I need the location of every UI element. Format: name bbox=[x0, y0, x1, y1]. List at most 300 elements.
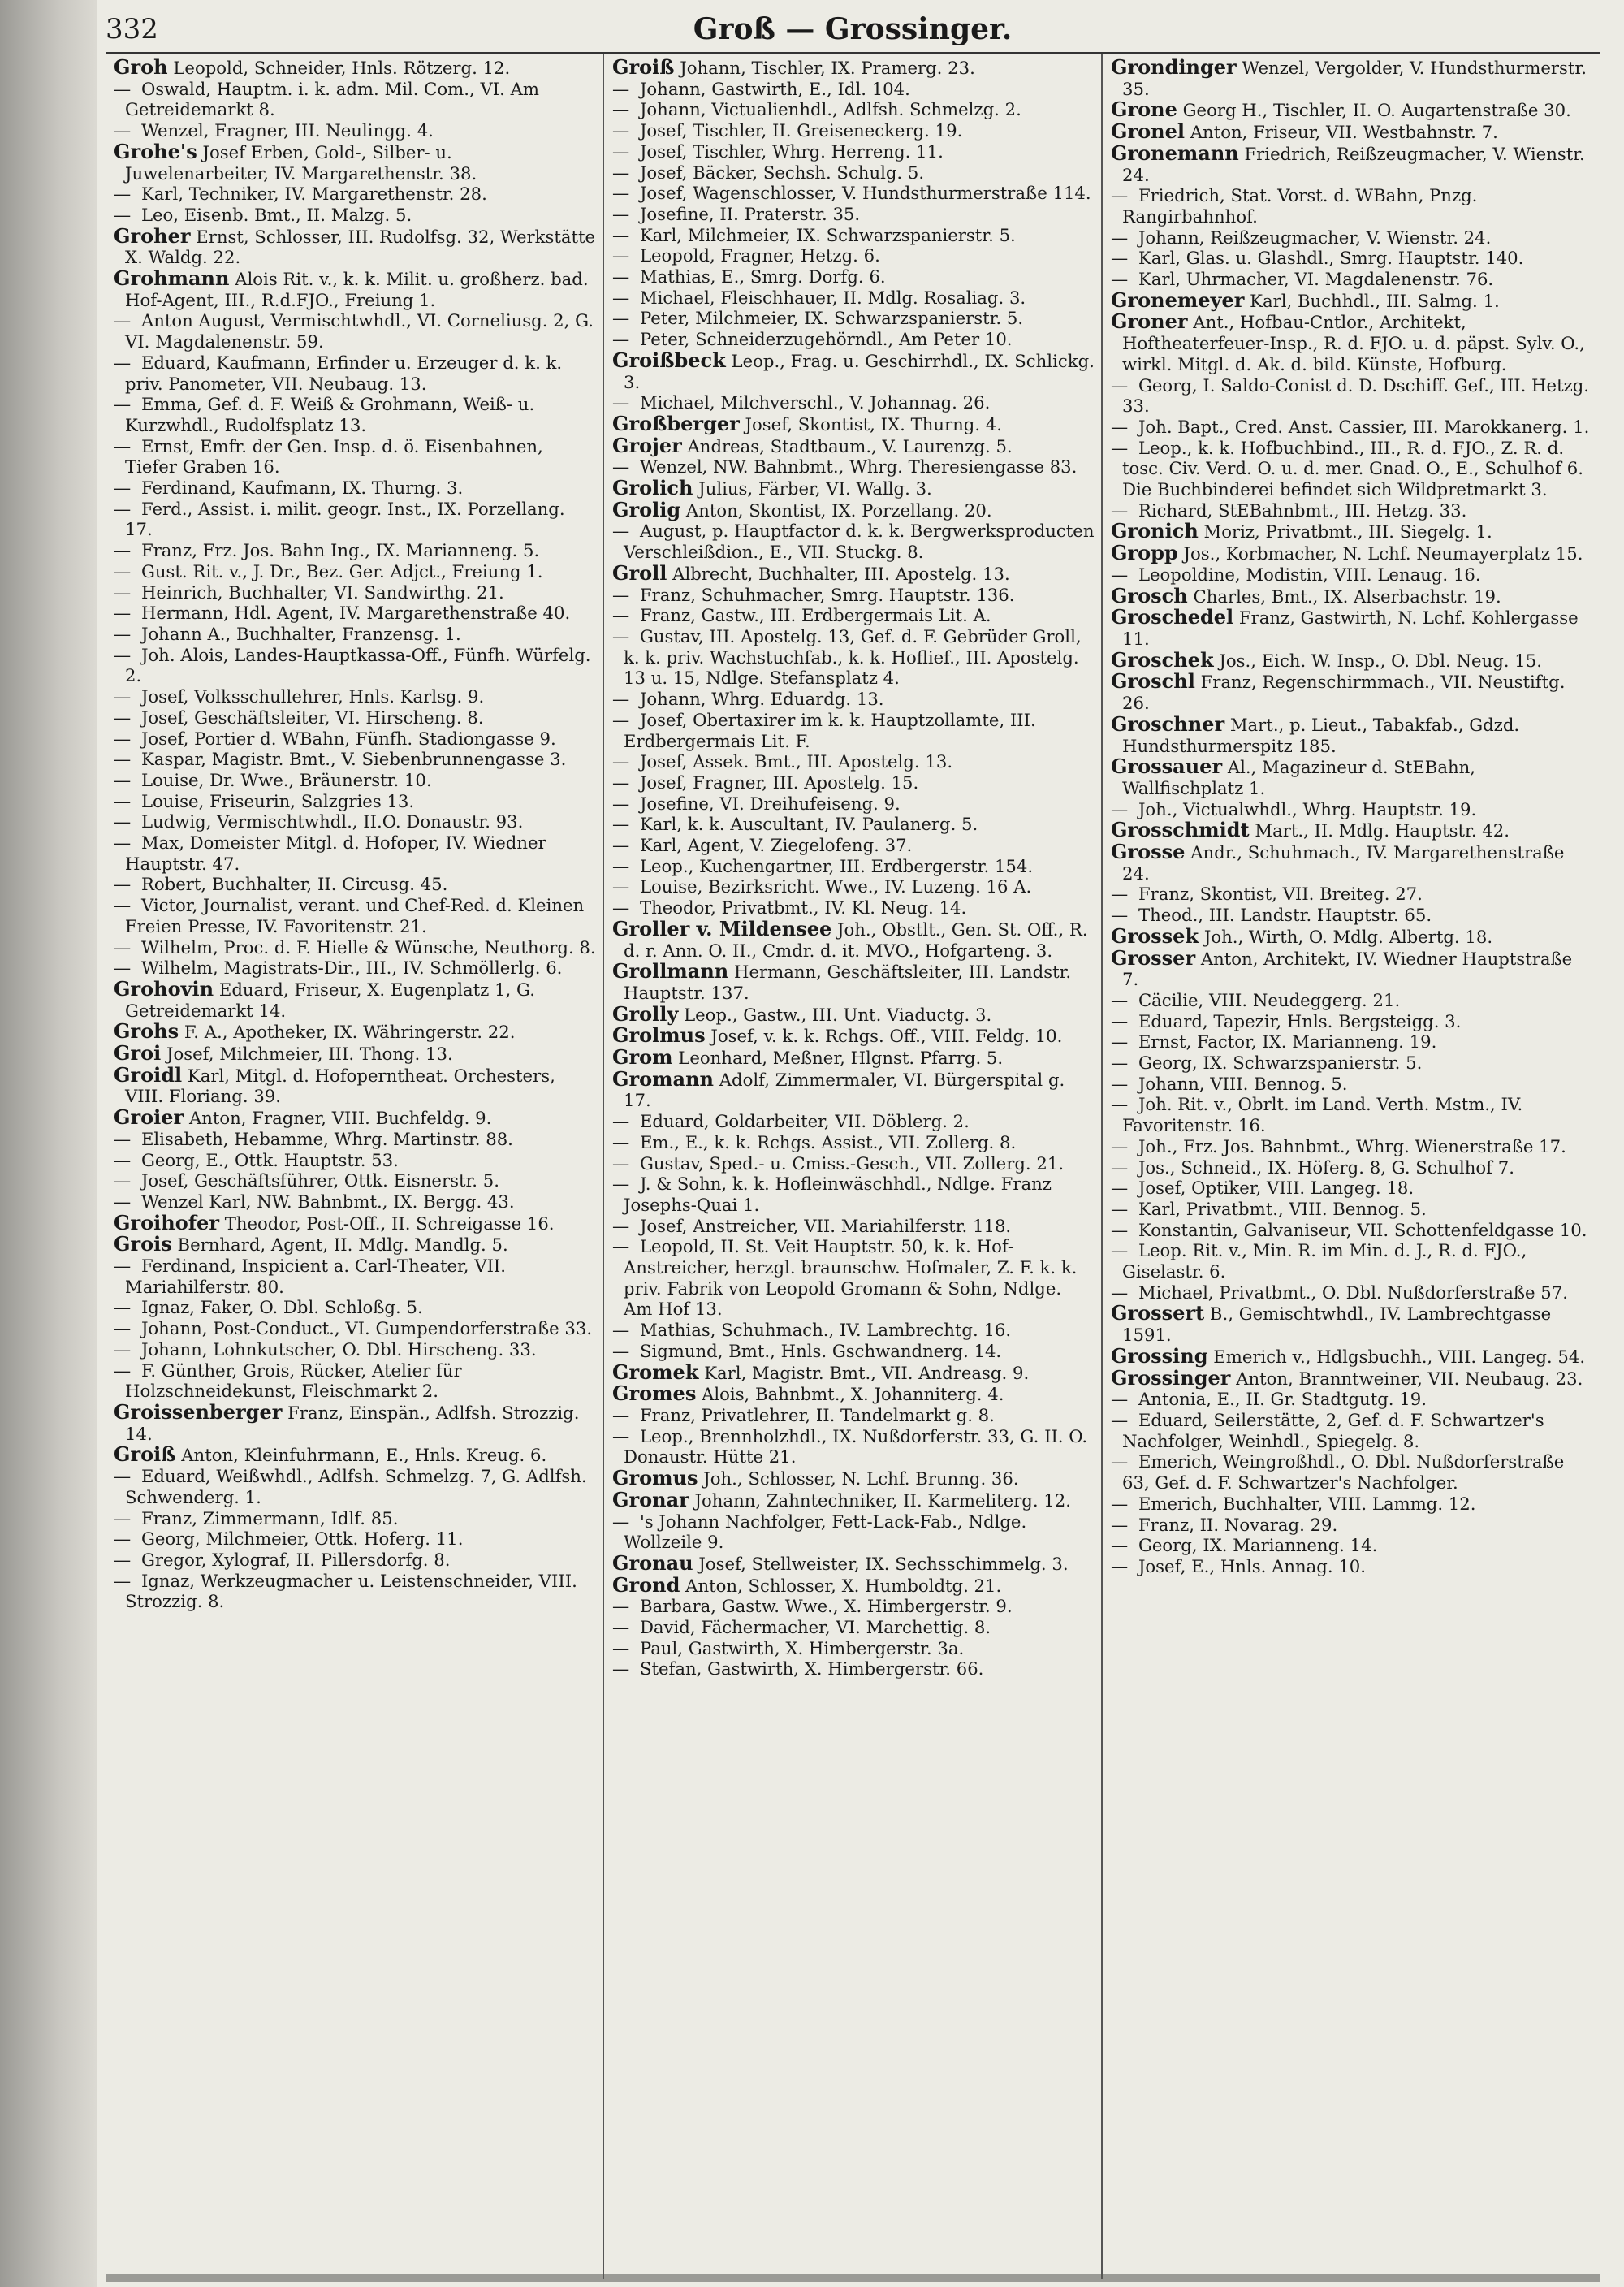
entry-surname: — bbox=[612, 120, 630, 141]
entry-surname: — bbox=[114, 581, 132, 603]
entry-details: Eduard, Seilerstätte, 2, Gef. d. F. Schwartzer's Nachfolger, Weinhdl., Spiegelg. 8. bbox=[1122, 1410, 1544, 1451]
running-head: Groß — Grossinger. bbox=[693, 12, 1013, 46]
entry-surname: — bbox=[1111, 905, 1129, 926]
entry-surname: Grossauer bbox=[1111, 754, 1223, 779]
directory-entry bbox=[112, 268, 596, 310]
entry-details: Emerich v., Hdlgsbuchh., VIII. Langeg. 54. bbox=[1213, 1346, 1586, 1367]
entry-details: Karl, k. k. Auscultant, IV. Paulanerg. 5. bbox=[639, 814, 978, 835]
entry-details: Josef, Portier d. WBahn, Fünfh. Stadiongasse 9. bbox=[140, 728, 556, 749]
entry-surname: — bbox=[612, 1320, 630, 1341]
entry-surname: — bbox=[1111, 1410, 1129, 1430]
entry-surname: — bbox=[114, 623, 132, 644]
entry-details: Eduard, Friseur, X. Eugenplatz 1, G. Getreidemarkt 14. bbox=[125, 979, 535, 1021]
directory-entry bbox=[611, 435, 1095, 457]
entry-surname: Groiß bbox=[114, 1442, 176, 1467]
entry-surname: Groissenberger bbox=[114, 1400, 283, 1424]
entry-details: Alois, Bahnbmt., X. Johanniterg. 4. bbox=[702, 1384, 1004, 1405]
entry-details: Emerich, Weingroßhdl., O. Dbl. Nußdorferstraße 63, Gef. d. F. Schwartzer's Nachfolger. bbox=[1122, 1451, 1565, 1494]
entry-surname: — bbox=[612, 392, 630, 413]
entry-surname: — bbox=[1111, 989, 1129, 1010]
entry-surname: — bbox=[114, 874, 132, 895]
directory-entry bbox=[1109, 1199, 1593, 1220]
entry-surname: — bbox=[612, 897, 630, 919]
entry-surname: — bbox=[1111, 1094, 1129, 1115]
entry-surname: — bbox=[612, 78, 630, 99]
entry-surname: — bbox=[1111, 1010, 1129, 1031]
entry-surname: — bbox=[1111, 564, 1129, 585]
entry-details: Eduard, Kaufmann, Erfinder u. Erzeuger d. k. k. priv. Panometer, VII. Neubaug. 13. bbox=[125, 352, 563, 394]
entry-surname: Groll bbox=[612, 560, 667, 585]
entry-surname: — bbox=[612, 689, 630, 710]
entry-details: Anton, Friseur, VII. Westbahnstr. 7. bbox=[1190, 122, 1498, 143]
entry-surname: Grossek bbox=[1111, 923, 1199, 948]
entry-details: Franz, Schuhmacher, Smrg. Hauptstr. 136. bbox=[639, 584, 1015, 605]
entry-surname: — bbox=[612, 1236, 630, 1257]
directory-entry bbox=[611, 814, 1095, 835]
directory-entry bbox=[611, 560, 1095, 585]
entry-surname: Grone bbox=[1111, 97, 1177, 122]
entry-surname: — bbox=[114, 1528, 132, 1550]
entry-details: Hermann, Geschäftsleiter, III. Landstr. Hauptstr. 137. bbox=[624, 962, 1072, 1003]
entry-surname: Grohe's bbox=[114, 139, 197, 163]
directory-entry bbox=[611, 1111, 1095, 1132]
entry-surname: — bbox=[612, 1174, 630, 1195]
entry-details: Franz, Skontist, VII. Breiteg. 27. bbox=[1138, 884, 1423, 905]
directory-entry bbox=[1109, 248, 1593, 269]
entry-details: Antonia, E., II. Gr. Stadtgutg. 19. bbox=[1138, 1389, 1427, 1410]
entry-surname: — bbox=[1111, 1451, 1129, 1472]
entry-details: Leo, Eisenb. Bmt., II. Malzg. 5. bbox=[140, 204, 412, 225]
column-1 bbox=[106, 54, 603, 2279]
directory-entry bbox=[112, 1210, 596, 1234]
entry-surname: — bbox=[612, 266, 630, 287]
entry-details: Karl, Agent, V. Ziegelofeng. 37. bbox=[639, 835, 913, 856]
directory-entry bbox=[112, 874, 596, 895]
entry-surname: — bbox=[612, 772, 630, 793]
entry-surname: — bbox=[114, 478, 132, 499]
entry-details: Johann, Zahntechniker, II. Karmeliterg. 12. bbox=[694, 1489, 1072, 1511]
directory-entry bbox=[112, 770, 596, 791]
entry-surname: Gronar bbox=[612, 1487, 689, 1511]
entry-surname: — bbox=[114, 184, 132, 205]
entry-details: Mart., II. Mdlg. Hauptstr. 42. bbox=[1255, 820, 1510, 841]
entry-details: Franz, Frz. Jos. Bahn Ing., IX. Marianneng. 5. bbox=[140, 540, 540, 561]
entry-details: Josef, Geschäftsführer, Ottk. Eisnerstr. 5. bbox=[140, 1170, 499, 1191]
directory-entry bbox=[1109, 269, 1593, 290]
entry-surname: — bbox=[114, 790, 132, 811]
directory-entry bbox=[112, 1318, 596, 1339]
entry-details: Michael, Privatbmt., O. Dbl. Nußdorferstraße 57. bbox=[1138, 1282, 1568, 1303]
entry-details: Josef, v. k. k. Rchgs. Off., VIII. Feldg. 10. bbox=[710, 1026, 1063, 1047]
entry-surname: — bbox=[612, 1637, 630, 1658]
entry-details: Peter, Schneiderzugehörndl., Am Peter 10. bbox=[639, 329, 1013, 350]
entry-surname: Groiß bbox=[612, 55, 675, 79]
entry-details: Franz, Privatlehrer, II. Tandelmarkt g. 8. bbox=[639, 1405, 995, 1425]
directory-entry bbox=[112, 1339, 596, 1360]
entry-details: Franz, Gastwirth, N. Lchf. Kohlergasse 11. bbox=[1122, 607, 1579, 649]
entry-surname: Groier bbox=[114, 1105, 184, 1130]
directory-entry bbox=[1109, 1282, 1593, 1303]
directory-entry bbox=[112, 352, 596, 394]
entry-surname: — bbox=[612, 751, 630, 772]
directory-entry bbox=[1109, 543, 1593, 564]
entry-details: Johann, Post-Conduct., VI. Gumpendorferstraße 33. bbox=[140, 1318, 593, 1339]
entry-details: Michael, Milchverschl., V. Johannag. 26. bbox=[639, 392, 991, 413]
entry-details: Georg, IX. Schwarzspanierstr. 5. bbox=[1138, 1053, 1423, 1074]
directory-entry bbox=[1109, 1410, 1593, 1451]
entry-surname: — bbox=[1111, 1389, 1129, 1410]
entry-details: Victor, Journalist, verant. und Chef-Red. d. Kleinen Freien Presse, IV. Favoritenstr. 21. bbox=[125, 895, 585, 936]
directory-entry bbox=[1109, 756, 1593, 798]
entry-surname: — bbox=[612, 814, 630, 835]
directory-entry bbox=[112, 1444, 596, 1466]
directory-entry bbox=[112, 1402, 596, 1444]
entry-details: Joh., Frz. Jos. Bahnbmt., Whrg. Wienerstraße 17. bbox=[1138, 1135, 1566, 1156]
entry-surname: Grosse bbox=[1111, 840, 1186, 864]
directory-entry bbox=[112, 141, 596, 184]
entry-details: Emma, Gef. d. F. Weiß & Grohmann, Weiß- u. Kurzwhdl., Rudolfsplatz 13. bbox=[125, 394, 535, 435]
entry-details: Oswald, Hauptm. i. k. adm. Mil. Com., VI. Am Getreidemarkt 8. bbox=[125, 78, 539, 120]
directory-entry bbox=[112, 1107, 596, 1129]
entry-details: Kaspar, Magistr. Bmt., V. Siebenbrunnengasse 3. bbox=[140, 749, 567, 770]
entry-surname: — bbox=[612, 1511, 630, 1532]
entry-surname: Grossert bbox=[1111, 1301, 1205, 1325]
entry-details: Josef, Geschäftsleiter, VI. Hirscheng. 8. bbox=[140, 707, 484, 728]
entry-surname: Grolmus bbox=[612, 1023, 706, 1048]
entry-details: Johann, Whrg. Eduardg. 13. bbox=[639, 689, 884, 710]
entry-surname: — bbox=[1111, 1555, 1129, 1576]
entry-surname: — bbox=[612, 287, 630, 308]
directory-entry bbox=[1109, 521, 1593, 543]
entry-details: Alois Rit. v., k. k. Milit. u. großherz. bad. Hof-Agent, III., R.d.FJO., Freiung 1. bbox=[125, 269, 589, 310]
entry-surname: Grohovin bbox=[114, 976, 214, 1001]
directory-entry bbox=[1109, 1535, 1593, 1556]
entry-surname: — bbox=[1111, 227, 1129, 248]
directory-entry bbox=[1109, 185, 1593, 227]
directory-entry bbox=[1109, 57, 1593, 99]
entry-details: Josef, Anstreicher, VII. Mariahilferstr. 118. bbox=[639, 1215, 1012, 1236]
entry-surname: Groschedel bbox=[1111, 605, 1234, 629]
entry-details: Mathias, E., Smrg. Dorfg. 6. bbox=[639, 266, 886, 287]
entry-surname: — bbox=[114, 560, 132, 581]
directory-entry bbox=[1109, 923, 1593, 948]
entry-details: Joh., Wirth, O. Mdlg. Albertg. 18. bbox=[1203, 926, 1493, 947]
entry-surname: — bbox=[114, 811, 132, 832]
directory-entry bbox=[611, 876, 1095, 897]
directory-entry bbox=[1109, 1053, 1593, 1074]
directory-entry bbox=[112, 749, 596, 770]
entry-surname: Groller v. Mildensee bbox=[612, 916, 832, 940]
directory-entry bbox=[112, 57, 596, 79]
directory-entry bbox=[611, 1489, 1095, 1511]
directory-entry bbox=[112, 1021, 596, 1043]
entry-details: Theodor, Post-Off., II. Schreigasse 16. bbox=[224, 1213, 555, 1234]
directory-entry bbox=[1109, 1389, 1593, 1410]
directory-entry bbox=[1109, 438, 1593, 500]
entry-details: Georg, IX. Marianneng. 14. bbox=[1138, 1535, 1378, 1556]
entry-surname: Grollmann bbox=[612, 959, 729, 984]
directory-entry bbox=[1109, 711, 1593, 756]
directory-entry bbox=[611, 1362, 1095, 1384]
entry-details: Johann, VIII. Bennog. 5. bbox=[1138, 1073, 1348, 1094]
entry-details: Moriz, Privatbmt., III. Siegelg. 1. bbox=[1203, 521, 1492, 543]
entry-details: Josef, E., Hnls. Annag. 10. bbox=[1138, 1555, 1367, 1576]
entry-details: Karl, Uhrmacher, VI. Magdalenenstr. 76. bbox=[1138, 269, 1494, 290]
entry-surname: — bbox=[612, 1405, 630, 1425]
entry-details: Max, Domeister Mitgl. d. Hofoper, IV. Wiedner Hauptstr. 47. bbox=[125, 832, 546, 874]
entry-surname: — bbox=[612, 183, 630, 204]
entry-surname: Grossing bbox=[1111, 1343, 1208, 1368]
directory-entry bbox=[112, 1150, 596, 1171]
entry-details: Paul, Gastwirth, X. Himbergerstr. 3a. bbox=[639, 1637, 965, 1658]
directory-entry bbox=[611, 204, 1095, 225]
directory-entry bbox=[611, 1341, 1095, 1362]
entry-surname: — bbox=[612, 1596, 630, 1617]
entry-details: Anton, Architekt, IV. Wiedner Hauptstraße 7. bbox=[1122, 948, 1573, 990]
entry-details: Ignaz, Werkzeugmacher u. Leistenschneider, VIII. Strozzig. 8. bbox=[125, 1570, 577, 1612]
entry-surname: — bbox=[612, 162, 630, 183]
entry-surname: — bbox=[114, 435, 132, 456]
entry-surname: — bbox=[1111, 437, 1129, 458]
entry-details: Josef, Fragner, III. Apostelg. 15. bbox=[639, 772, 919, 793]
entry-surname: — bbox=[612, 855, 630, 876]
entry-surname: — bbox=[1111, 1493, 1129, 1514]
directory-entry bbox=[1109, 1365, 1593, 1390]
directory-entry bbox=[1109, 945, 1593, 990]
entry-surname: Grohmann bbox=[114, 266, 230, 291]
entry-surname: Groh bbox=[114, 55, 168, 79]
entry-surname: — bbox=[114, 78, 132, 99]
entry-details: F. Günther, Grois, Rücker, Atelier für Holzschneidekunst, Fleischmarkt 2. bbox=[125, 1360, 462, 1402]
entry-surname: Groi bbox=[114, 1041, 162, 1066]
entry-details: Ludwig, Vermischtwhdl., II.O. Donaustr. 93. bbox=[140, 811, 524, 832]
entry-surname: — bbox=[114, 832, 132, 854]
entry-surname: Grossinger bbox=[1111, 1365, 1231, 1390]
directory-entry bbox=[611, 478, 1095, 499]
entry-details: Josef, Optiker, VIII. Langeg. 18. bbox=[1138, 1178, 1415, 1199]
entry-details: Peter, Milchmeier, IX. Schwarzspanierstr. 5. bbox=[639, 308, 1024, 329]
entry-details: Joh., Victualwhdl., Whrg. Hauptstr. 19. bbox=[1138, 798, 1477, 819]
directory-entry bbox=[1109, 1074, 1593, 1095]
entry-details: Wenzel, NW. Bahnbmt., Whrg. Theresiengasse 83. bbox=[639, 456, 1078, 478]
column-3 bbox=[1101, 54, 1600, 2279]
entry-surname: Grohs bbox=[114, 1019, 179, 1044]
directory-entry bbox=[1109, 121, 1593, 143]
directory-entry bbox=[611, 350, 1095, 392]
directory-entry bbox=[611, 1658, 1095, 1680]
entry-details: Leop., Frag. u. Geschirrhdl., IX. Schlickg. 3. bbox=[624, 350, 1095, 392]
entry-details: David, Fächermacher, VI. Marchettig. 8. bbox=[639, 1617, 991, 1638]
directory-entry bbox=[112, 1256, 596, 1297]
directory-entry bbox=[611, 1236, 1095, 1320]
directory-entry bbox=[1109, 819, 1593, 841]
directory-entry bbox=[112, 728, 596, 750]
entry-details: Franz, Gastw., III. Erdbergermais Lit. A. bbox=[639, 605, 991, 626]
entry-surname: — bbox=[612, 521, 630, 542]
entry-surname: — bbox=[114, 1466, 132, 1487]
entry-surname: — bbox=[1111, 416, 1129, 437]
entry-details: 's Johann Nachfolger, Fett-Lack-Fab., Ndlge. Wollzeile 9. bbox=[624, 1511, 1027, 1553]
entry-details: Konstantin, Galvaniseur, VII. Schottenfeldgasse 10. bbox=[1138, 1219, 1587, 1240]
entry-surname: — bbox=[612, 203, 630, 224]
directory-entry bbox=[611, 392, 1095, 413]
page-number: 332 bbox=[106, 13, 158, 45]
entry-surname: — bbox=[1111, 1073, 1129, 1094]
entry-details: Wenzel Karl, NW. Bahnbmt., IX. Bergg. 43. bbox=[140, 1191, 515, 1212]
entry-surname: — bbox=[114, 352, 132, 373]
directory-entry bbox=[611, 835, 1095, 856]
entry-details: Leopold, II. St. Veit Hauptstr. 50, k. k. Hof-Anstreicher, herzgl. braunschw. Hofmaler, Z. F. k. k. priv. Fabrik von Leopold Gromann & Sohn, Ndlge. Am Hof 13. bbox=[624, 1236, 1078, 1320]
directory-entry bbox=[112, 686, 596, 707]
entry-surname: Grois bbox=[114, 1232, 172, 1256]
directory-entry bbox=[611, 1132, 1095, 1153]
entry-details: Anton, Schlosser, X. Humboldtg. 21. bbox=[685, 1575, 1002, 1596]
entry-surname: — bbox=[114, 1318, 132, 1339]
directory-entry bbox=[112, 624, 596, 645]
entry-surname: Grosser bbox=[1111, 945, 1196, 970]
entry-surname: — bbox=[612, 1425, 630, 1446]
entry-surname: — bbox=[1111, 1031, 1129, 1053]
entry-details: Leop., Brennholzhdl., IX. Nußdorferstr. 33, G. II. O. Donaustr. Hütte 21. bbox=[624, 1425, 1088, 1468]
entry-details: Louise, Friseurin, Salzgries 13. bbox=[140, 790, 415, 811]
directory-entry bbox=[112, 1571, 596, 1612]
entry-details: Joh. Bapt., Cred. Anst. Cassier, III. Marokkanerg. 1. bbox=[1138, 416, 1590, 437]
entry-surname: — bbox=[1111, 884, 1129, 905]
directory-entry bbox=[611, 961, 1095, 1003]
entry-details: Ferd., Assist. i. milit. geogr. Inst., IX. Porzellang. 17. bbox=[125, 498, 565, 540]
directory-entry bbox=[1109, 990, 1593, 1011]
directory-entry bbox=[112, 1062, 596, 1107]
directory-entry bbox=[1109, 841, 1593, 884]
entry-surname: Grondinger bbox=[1111, 55, 1237, 79]
entry-surname: — bbox=[1111, 248, 1129, 269]
entry-details: Josef, Bäcker, Sechsh. Schulg. 5. bbox=[639, 162, 925, 183]
directory-entry bbox=[611, 897, 1095, 919]
entry-details: Mart., p. Lieut., Tabakfab., Gdzd. Hundsthurmerspitz 185. bbox=[1122, 714, 1520, 756]
entry-surname: Grojer bbox=[612, 433, 682, 457]
entry-details: Josef, Volksschullehrer, Hnls. Karlsg. 9. bbox=[140, 686, 485, 707]
columns bbox=[106, 54, 1600, 2279]
entry-details: Franz, Einspän., Adlfsh. Strozzig. 14. bbox=[125, 1403, 580, 1444]
directory-entry bbox=[112, 791, 596, 812]
entry-details: Josefine, VI. Dreihufeiseng. 9. bbox=[639, 793, 901, 814]
entry-details: Johann, Tischler, IX. Pramerg. 23. bbox=[680, 58, 975, 78]
entry-surname: — bbox=[1111, 1535, 1129, 1556]
entry-details: Eduard, Weißwhdl., Adlfsh. Schmelzg. 7, G. Adlfsh. Schwenderg. 1. bbox=[125, 1466, 587, 1507]
entry-details: J. & Sohn, k. k. Hofleinwäschhdl., Ndlge. Franz Josephs-Quai 1. bbox=[624, 1174, 1052, 1215]
entry-details: Karl, Mitgl. d. Hofoperntheat. Orchesters, VIII. Floriang. 39. bbox=[125, 1065, 555, 1107]
directory-entry bbox=[1109, 1451, 1593, 1493]
entry-surname: — bbox=[612, 141, 630, 162]
entry-surname: Grosch bbox=[1111, 583, 1188, 607]
entry-surname: Gronemann bbox=[1111, 141, 1239, 165]
entry-surname: — bbox=[612, 245, 630, 266]
directory-entry bbox=[112, 1297, 596, 1318]
entry-details: Louise, Dr. Wwe., Bräunerstr. 10. bbox=[140, 769, 432, 790]
entry-surname: — bbox=[612, 224, 630, 245]
entry-details: Michael, Fleischhauer, II. Mdlg. Rosaliag. 3. bbox=[639, 287, 1026, 308]
directory-entry bbox=[1109, 1515, 1593, 1536]
directory-entry bbox=[1109, 99, 1593, 121]
entry-details: Johann A., Buchhalter, Franzensg. 1. bbox=[140, 623, 461, 644]
entry-details: Anton, Branntweiner, VII. Neubaug. 23. bbox=[1236, 1368, 1583, 1389]
entry-surname: — bbox=[114, 1170, 132, 1191]
directory-entry bbox=[112, 976, 596, 1021]
entry-details: Anton August, Vermischtwhdl., VI. Corneliusg. 2, G. VI. Magdalenenstr. 59. bbox=[125, 310, 594, 352]
entry-details: Gust. Rit. v., J. Dr., Bez. Ger. Adjct., Freiung 1. bbox=[140, 560, 543, 581]
directory-entry bbox=[112, 478, 596, 499]
entry-details: Louise, Bezirksricht. Wwe., IV. Luzeng. 16 A. bbox=[639, 876, 1032, 897]
entry-surname: — bbox=[114, 1191, 132, 1212]
directory-entry bbox=[611, 1572, 1095, 1597]
directory-entry bbox=[611, 499, 1095, 521]
directory-entry bbox=[611, 456, 1095, 478]
entry-surname: — bbox=[1111, 1178, 1129, 1199]
entry-surname: — bbox=[1111, 1156, 1129, 1178]
entry-surname: Groidl bbox=[114, 1062, 183, 1087]
entry-details: Elisabeth, Hebamme, Whrg. Martinstr. 88. bbox=[140, 1128, 513, 1149]
entry-surname: Gronau bbox=[612, 1550, 693, 1575]
directory-entry bbox=[611, 245, 1095, 266]
entry-surname: Groihofer bbox=[114, 1210, 219, 1234]
directory-entry bbox=[1109, 1240, 1593, 1282]
entry-surname: — bbox=[114, 1360, 132, 1381]
entry-surname: — bbox=[114, 603, 132, 624]
entry-details: Josef Erben, Gold-, Silber- u. Juwelenarbeiter, IV. Margarethenstr. 38. bbox=[125, 141, 477, 184]
directory-entry bbox=[1109, 1157, 1593, 1178]
directory-entry bbox=[1109, 671, 1593, 713]
entry-details: Gustav, III. Apostelg. 13, Gef. d. F. Gebrüder Groll, k. k. priv. Wachstuchfab., k. k. Hoflief., III. Apostelg. 13 u. 15, Ndlge. Stefansplatz 4. bbox=[624, 625, 1082, 689]
entry-details: Leopold, Fragner, Hetzg. 6. bbox=[639, 245, 880, 266]
column-2 bbox=[603, 54, 1101, 2279]
entry-surname: Gronemeyer bbox=[1111, 287, 1245, 312]
directory-entry bbox=[611, 1617, 1095, 1638]
directory-entry bbox=[112, 120, 596, 141]
directory-entry bbox=[112, 895, 596, 936]
entry-surname: — bbox=[1111, 185, 1129, 206]
directory-entry bbox=[112, 561, 596, 582]
entry-details: Joh., Schlosser, N. Lchf. Brunng. 36. bbox=[703, 1468, 1019, 1489]
entry-details: Anton, Skontist, IX. Porzellang. 20. bbox=[685, 499, 992, 521]
entry-details: Jos., Korbmacher, N. Lchf. Neumayerplatz 15. bbox=[1183, 543, 1583, 564]
entry-surname: — bbox=[114, 769, 132, 790]
directory-entry bbox=[611, 1066, 1095, 1111]
directory-entry bbox=[112, 184, 596, 205]
directory-entry bbox=[1109, 1136, 1593, 1157]
entry-surname: Groißbeck bbox=[612, 348, 726, 372]
entry-details: Richard, StEBahnbmt., III. Hetzg. 33. bbox=[1138, 499, 1467, 521]
entry-details: Johann, Victualienhdl., Adlfsh. Schmelzg. 2. bbox=[639, 99, 1021, 120]
entry-details: Julius, Färber, VI. Wallg. 3. bbox=[698, 478, 932, 499]
entry-details: Karl, Glas. u. Glashdl., Smrg. Hauptstr. 140. bbox=[1138, 248, 1524, 269]
directory-entry bbox=[611, 1596, 1095, 1617]
entry-surname: — bbox=[1111, 269, 1129, 290]
entry-surname: Großberger bbox=[612, 411, 740, 435]
entry-surname: — bbox=[1111, 1053, 1129, 1074]
entry-surname: — bbox=[1111, 1282, 1129, 1303]
entry-surname: — bbox=[1111, 374, 1129, 396]
directory-entry bbox=[112, 1043, 596, 1065]
directory-entry bbox=[1109, 227, 1593, 249]
entry-details: Johann, Gastwirth, E., Idl. 104. bbox=[639, 78, 910, 99]
directory-entry bbox=[611, 856, 1095, 877]
directory-entry bbox=[611, 1550, 1095, 1575]
entry-details: Josef, Assek. Bmt., III. Apostelg. 13. bbox=[639, 751, 953, 772]
entry-surname: — bbox=[114, 1549, 132, 1570]
entry-details: Georg, Milchmeier, Ottk. Hoferg. 11. bbox=[140, 1528, 464, 1550]
entry-details: Ant., Hofbau-Cntlor., Architekt, Hoftheaterfeuer-Insp., R. d. FJO. u. d. päpst. Sylv. O., wirkl. Mitgl. d. Ak. d. bild. Künste, Hofburg. bbox=[1122, 312, 1585, 374]
directory-entry bbox=[611, 1047, 1095, 1069]
